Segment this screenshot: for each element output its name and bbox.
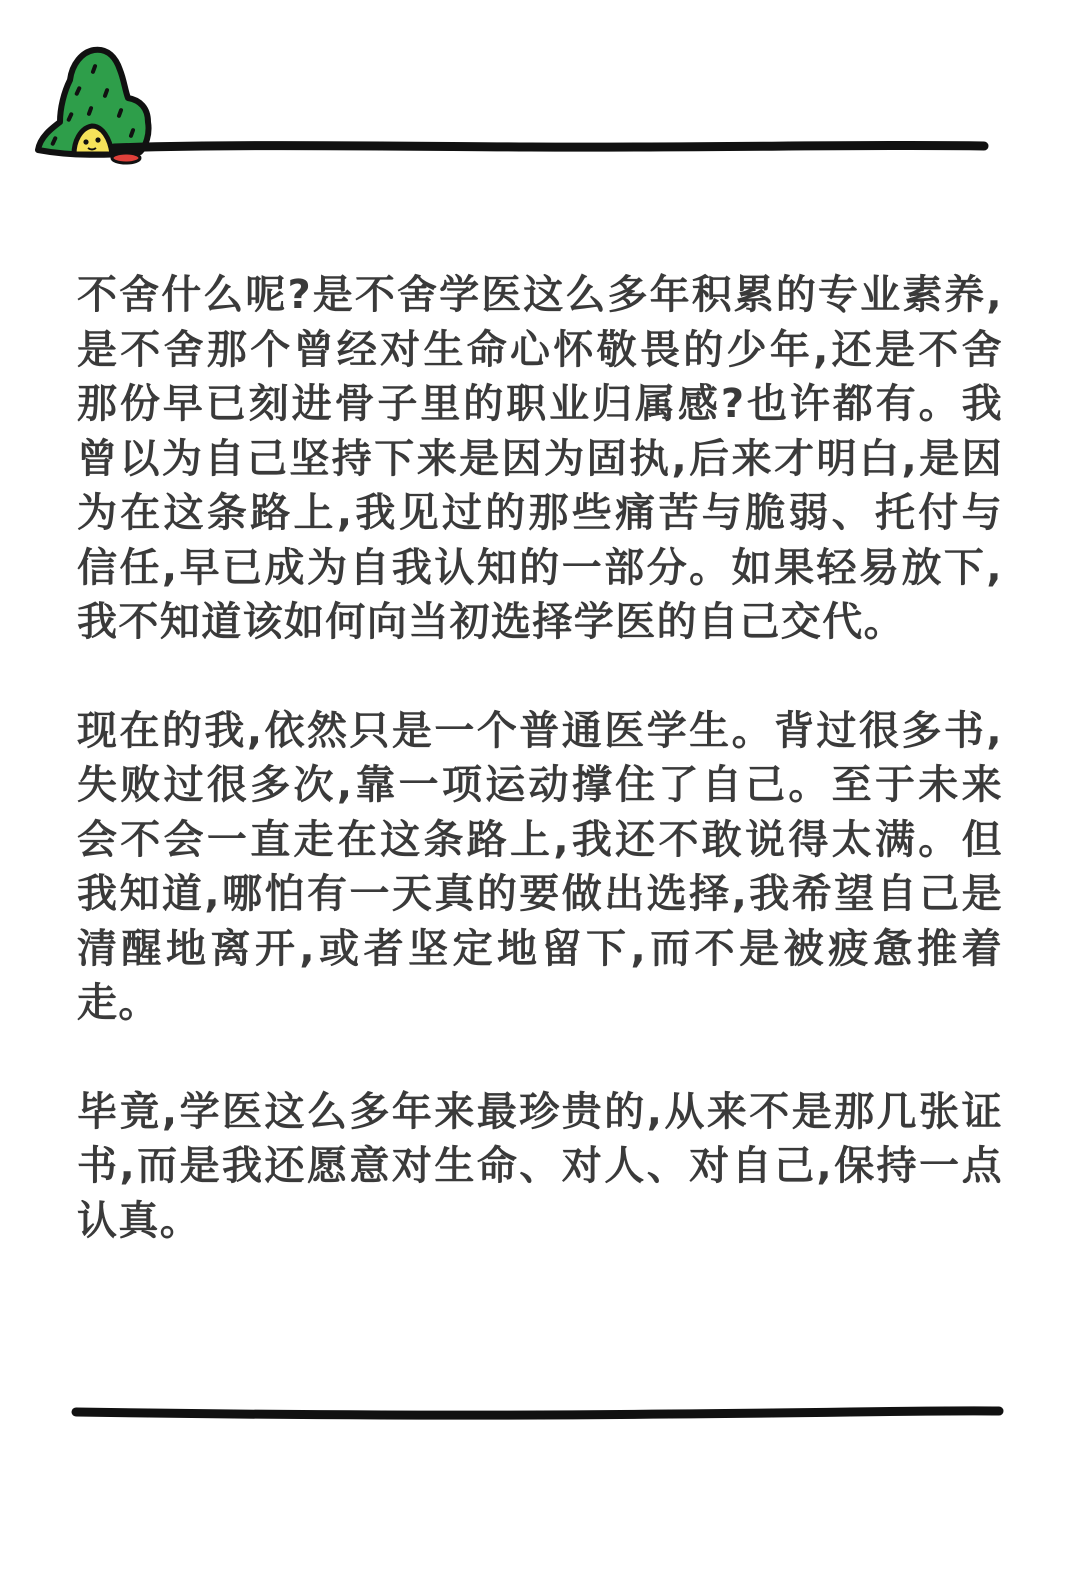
bottom-divider-line <box>70 1398 1005 1428</box>
article-body <box>77 268 1003 1302</box>
paragraph: 现在的我,依然只是一个普通医学生。背过很多书,失败过很多次,靠一项运动撑住了自己。至于未来会不会一直走在这条路上,我还不敢说得太满。但我知道,哪怕有一天真的要做出选择,我希望自己是清醒地离开,或者坚定地留下,而不是被疲惫推着走。 <box>77 707 1003 1026</box>
paragraph: 毕竟,学医这么多年来最珍贵的,从来不是那几张证书,而是我还愿意对生命、对人、对自己,保持一点认真。 <box>77 1088 1003 1244</box>
top-divider-line <box>110 132 990 162</box>
paragraph: 不舍什么呢?是不舍学医这么多年积累的专业素养,是不舍那个曾经对生命心怀敬畏的少年,还是不舍那份早已刻进骨子里的职业归属感?也许都有。我曾以为自己坚持下来是因为固执,后来才明白,是因为在这条路上,我见过的那些痛苦与脆弱、托付与信任,早已成为自我认知的一部分。如果轻易放下,我不知道该如何向当初选择学医的自己交代。 <box>77 272 1003 645</box>
